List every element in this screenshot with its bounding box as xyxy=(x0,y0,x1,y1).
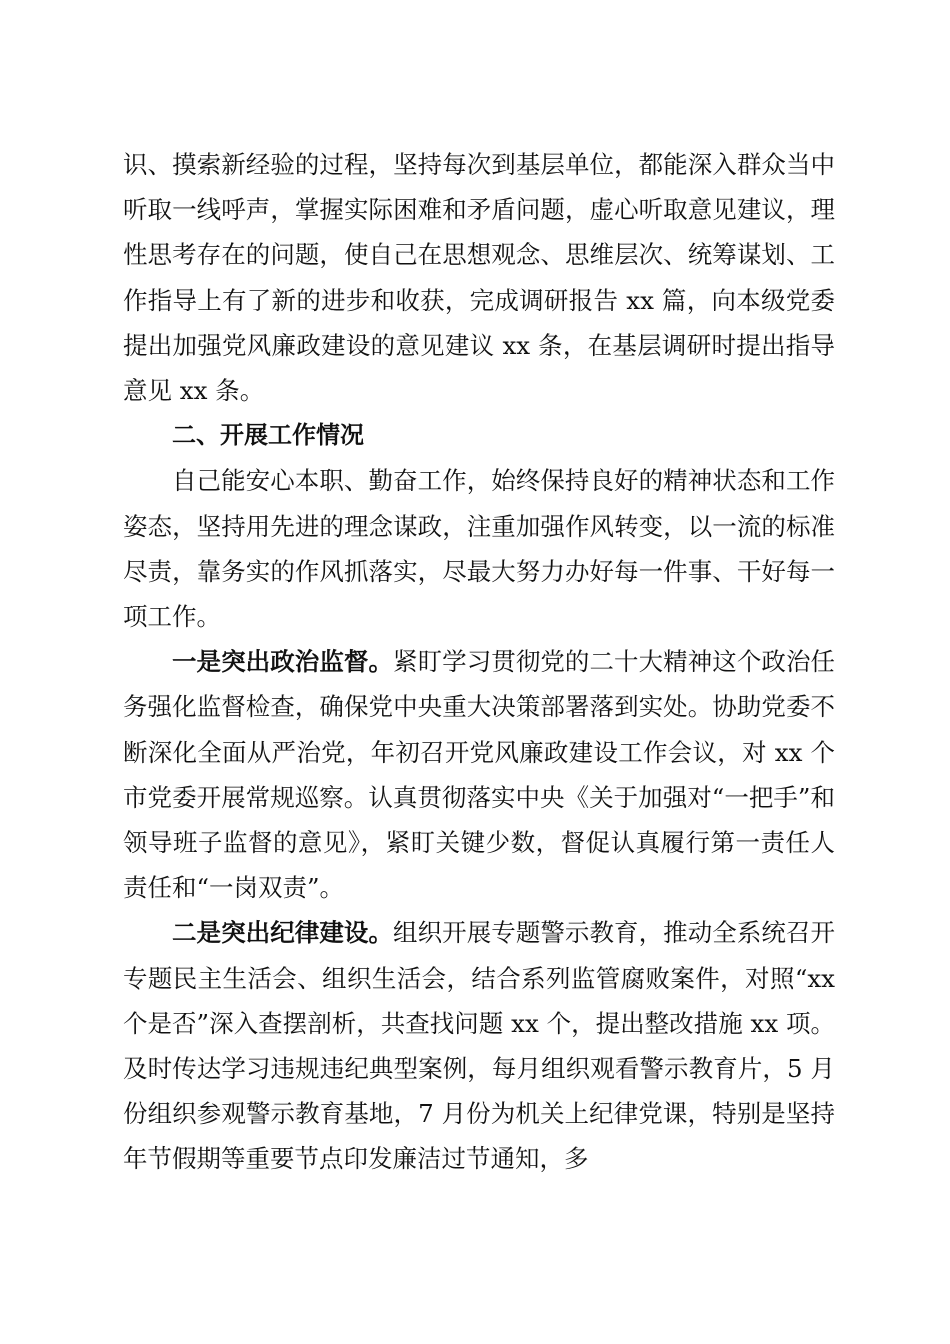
paragraph-work-summary: 自己能安心本职、勤奋工作，始终保持良好的精神状态和工作姿态，坚持用先进的理念谋政，注重加强作风转变，以一流的标准尽责，靠务实的作风抓落实，尽最大努力办好每一件事、干好每一项工作。 xyxy=(123,466,835,632)
paragraph-discipline xyxy=(123,910,835,1181)
paragraph-research: 识、摸索新经验的过程，坚持每次到基层单位，都能深入群众当中听取一线呼声，掌握实际困难和矛盾问题，虚心听取意见建议，理性思考存在的问题，使自己在思想观念、思维层次、统筹谋划、工作指导上有了新的进步和收获，完成调研报告 xx 篇，向本级党委提出加强党风廉政建设的意见建议 xx 条，在基层调研时提出指导意见 xx 条。 xyxy=(123,150,835,406)
section-heading-work: 二、开展工作情况 xyxy=(172,421,364,450)
paragraph-political-supervision xyxy=(123,639,835,910)
paragraph-body-discipline: 组织开展专题警示教育，推动全系统召开专题民主生活会、组织生活会，结合系列监管腐败案件，对照“xx 个是否”深入查摆剖析，共查找问题 xx 个，提出整改措施 xx 项。及时传达学习违规违纪典型案例，每月组织观看警示教育片，5 月份组织参观警示教育基地，7 月份为机关上纪律党课，特别是坚持年节假期等重要节点印发廉洁过节通知，多 xyxy=(123,918,836,1174)
paragraph-lead-discipline: 二是突出纪律建设。 xyxy=(172,918,394,948)
paragraph-body-political: 紧盯学习贯彻党的二十大精神这个政治任务强化监督检查，确保党中央重大决策部署落到实处。协助党委不断深化全面从严治党，年初召开党风廉政建设工作会议，对 xx 个市党委开展常规巡察。认真贯彻落实中央《关于加强对“一把手”和领导班子监督的意见》，紧盯关键少数，督促认真履行第一责任人责任和“一岗双责”。 xyxy=(123,647,836,903)
paragraph-lead-political: 一是突出政治监督。 xyxy=(172,647,394,677)
document-body xyxy=(123,142,835,1182)
